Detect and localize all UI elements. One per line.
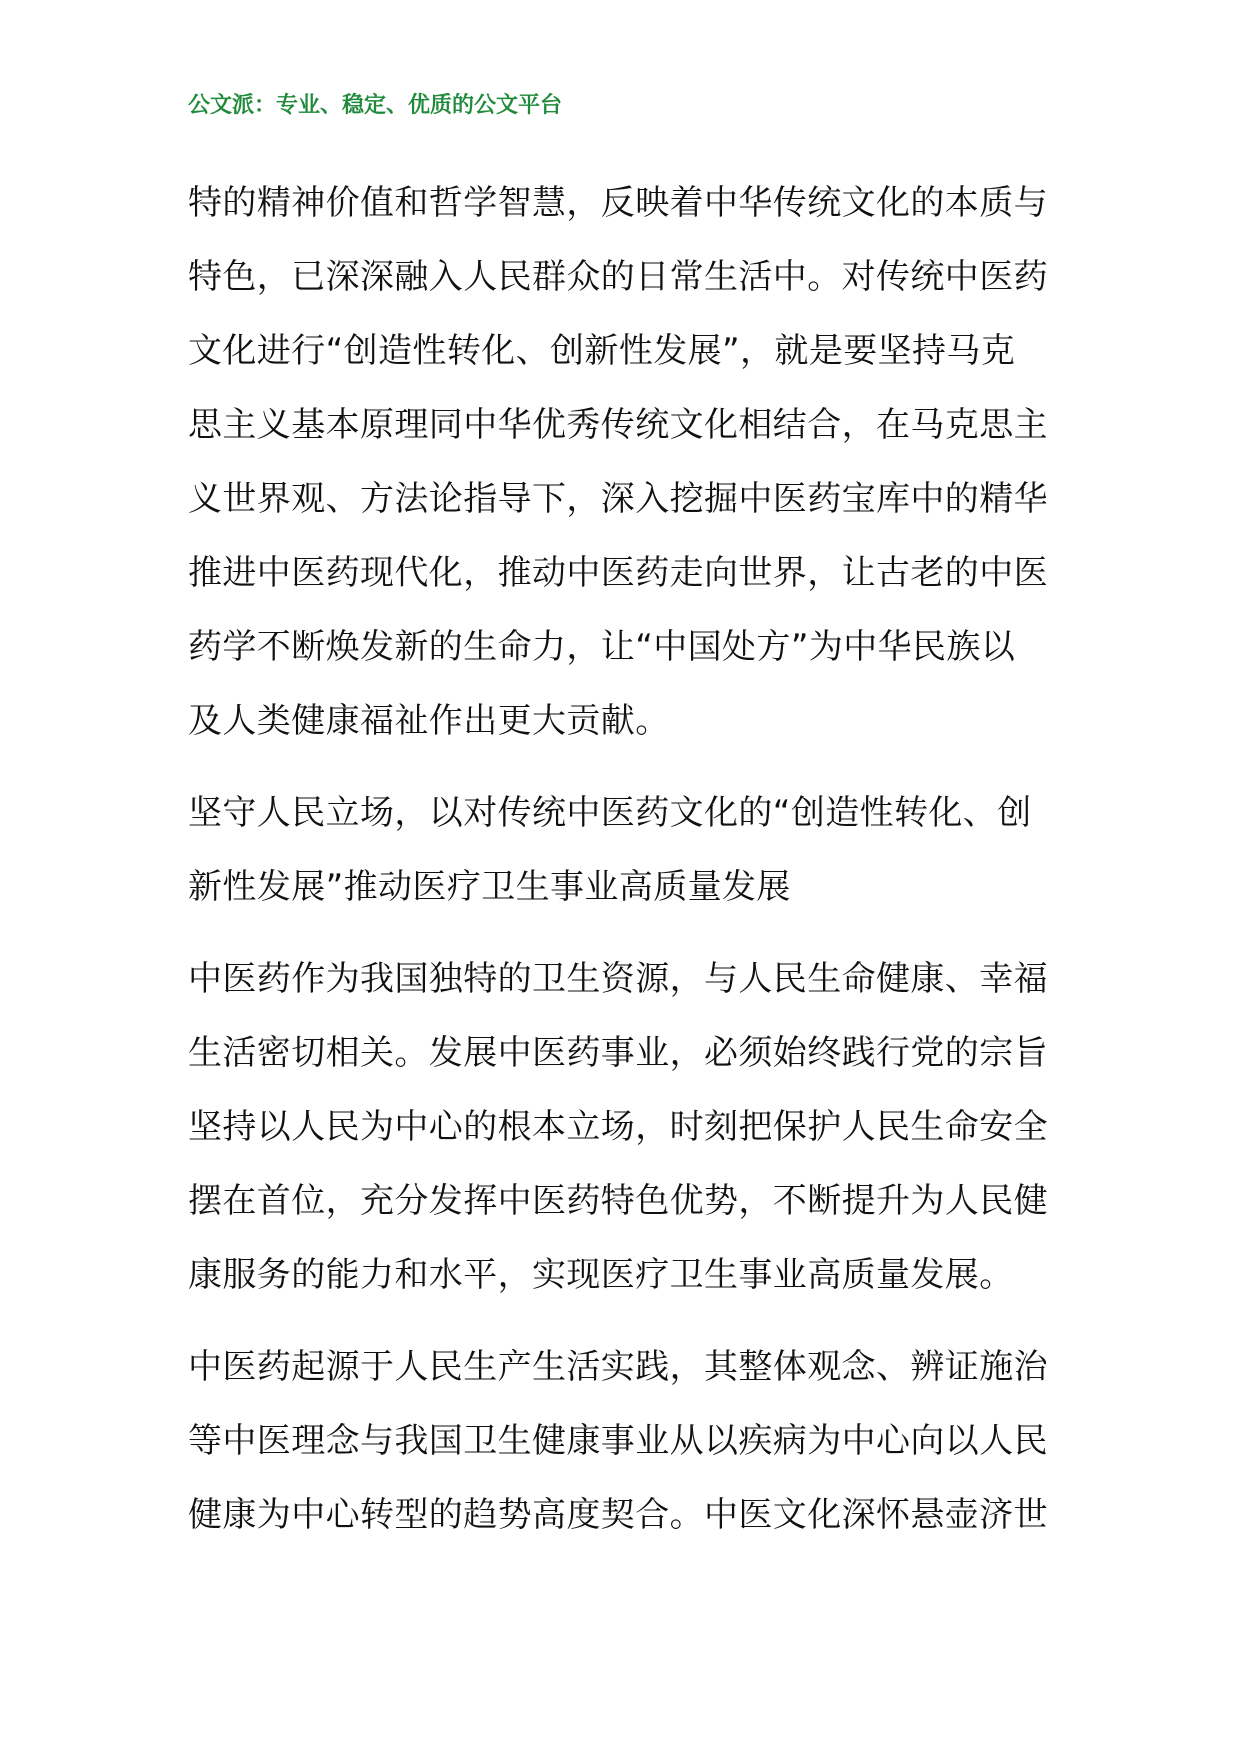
text-line: 特的精神价值和哲学智慧，反映着中华传统文化的本质与 [188, 183, 1048, 223]
text-line: 坚守人民立场，以对传统中医药文化的“创造性转化、创 [188, 793, 1032, 833]
text-line: 推进中医药现代化，推动中医药走向世界，让古老的中医 [188, 553, 1048, 593]
paragraph-gap [188, 924, 1058, 942]
document-body [188, 166, 1058, 1552]
text-line: 及人类健康福祉作出更大贡献。 [188, 701, 670, 741]
text-line: 等中医理念与我国卫生健康事业从以疾病为中心向以人民 [188, 1421, 1048, 1461]
section-heading-paragraph [188, 776, 1058, 924]
text-line: 思主义基本原理同中华优秀传统文化相结合，在马克思主 [188, 405, 1048, 445]
text-line: 新性发展”推动医疗卫生事业高质量发展 [188, 867, 791, 907]
text-line: 坚持以人民为中心的根本立场，时刻把保护人民生命安全 [188, 1107, 1048, 1147]
text-line: 特色，已深深融入人民群众的日常生活中。对传统中医药 [188, 257, 1048, 297]
paragraph-gap [188, 758, 1058, 776]
text-line: 义世界观、方法论指导下，深入挖掘中医药宝库中的精华 [188, 479, 1048, 519]
text-line: 药学不断焕发新的生命力，让“中国处方”为中华民族以 [188, 627, 1016, 667]
paragraph [188, 942, 1058, 1312]
text-line: 健康为中心转型的趋势高度契合。中医文化深怀悬壶济世 [188, 1495, 1048, 1535]
text-line: 康服务的能力和水平，实现医疗卫生事业高质量发展。 [188, 1255, 1014, 1295]
text-line: 文化进行“创造性转化、创新性发展”，就是要坚持马克 [188, 331, 1016, 371]
text-line: 摆在首位，充分发挥中医药特色优势，不断提升为人民健 [188, 1181, 1048, 1221]
page-header: 公文派：专业、稳定、优质的公文平台 [188, 92, 563, 118]
paragraph [188, 1330, 1058, 1552]
paragraph-gap [188, 1312, 1058, 1330]
text-line: 生活密切相关。发展中医药事业，必须始终践行党的宗旨 [188, 1033, 1048, 1073]
text-line: 中医药作为我国独特的卫生资源，与人民生命健康、幸福 [188, 959, 1048, 999]
paragraph [188, 166, 1058, 758]
text-line: 中医药起源于人民生产生活实践，其整体观念、辨证施治 [188, 1347, 1048, 1387]
